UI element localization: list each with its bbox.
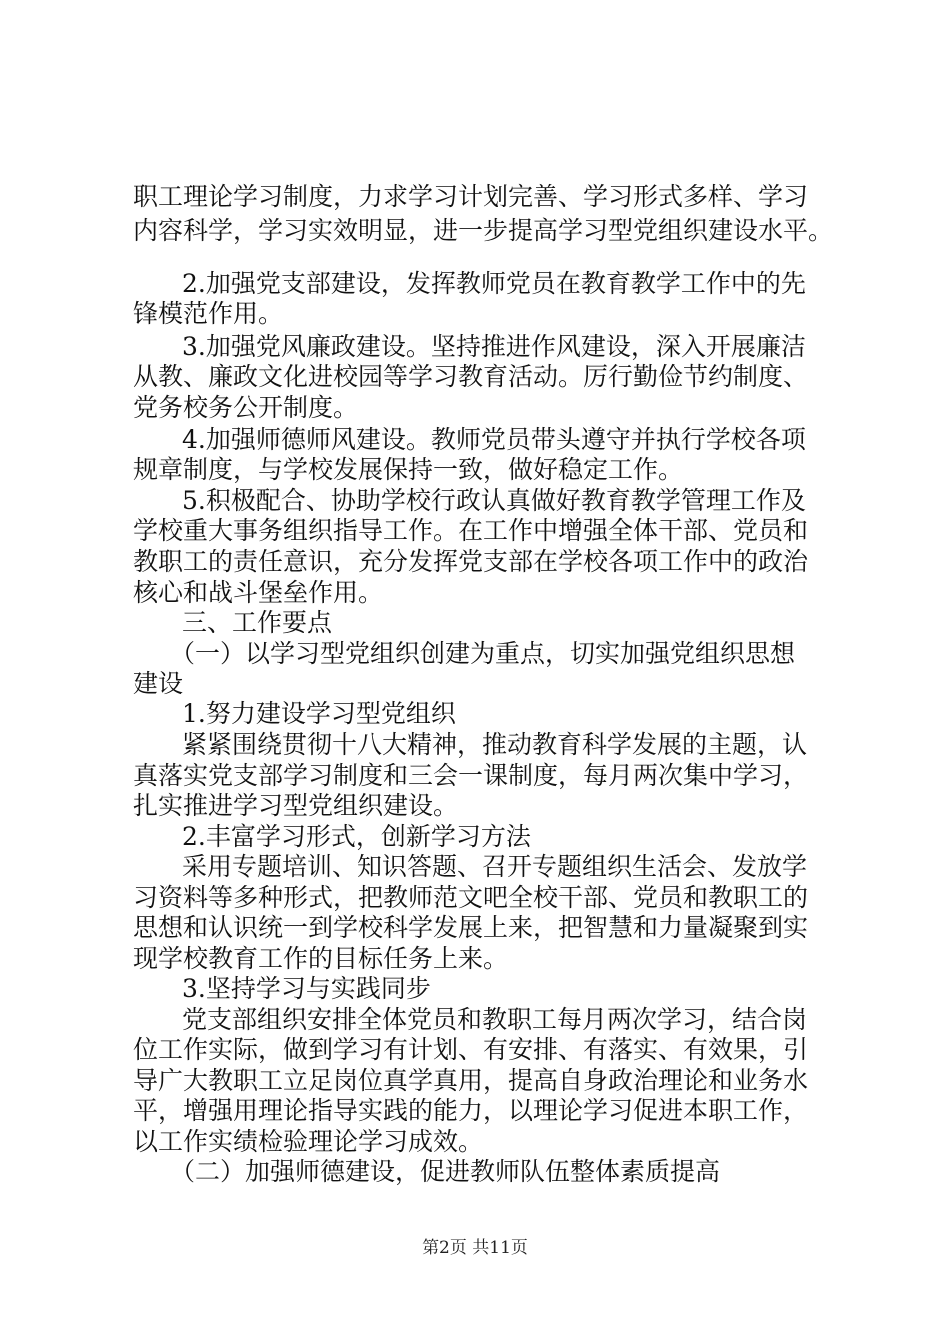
text-line: 党支部组织安排全体党员和教职工每月两次学习，结合岗 bbox=[182, 1005, 808, 1034]
subsection-heading: （一）以学习型党组织创建为重点，切实加强党组织思想 bbox=[170, 639, 796, 668]
subsection-heading: 建设 bbox=[133, 669, 184, 698]
text-line: 职工理论学习制度，力求学习计划完善、学习形式多样、学习 bbox=[133, 182, 809, 211]
text-line: 习资料等多种形式，把教师范文吧全校干部、党员和教职工的 bbox=[133, 883, 809, 912]
text-line: 从教、廉政文化进校园等学习教育活动。厉行勤俭节约制度、 bbox=[133, 362, 809, 391]
text-line: 采用专题培训、知识答题、召开专题组织生活会、发放学 bbox=[182, 852, 808, 881]
text-line: 真落实党支部学习制度和三会一课制度，每月两次集中学习， bbox=[133, 761, 809, 790]
subsection-heading: （二）加强师德建设，促进教师队伍整体素质提高 bbox=[170, 1157, 721, 1186]
text-line: 学校重大事务组织指导工作。在工作中增强全体干部、党员和 bbox=[133, 516, 809, 545]
text-line: 5.积极配合、协助学校行政认真做好教育教学管理工作及 bbox=[182, 486, 806, 515]
item-heading: 1.努力建设学习型党组织 bbox=[182, 699, 456, 728]
text-line: 核心和战斗堡垒作用。 bbox=[133, 578, 384, 607]
text-line: 3.加强党风廉政建设。坚持推进作风建设，深入开展廉洁 bbox=[182, 332, 806, 361]
page-number: 第2页 共11页 bbox=[422, 1238, 528, 1258]
text-line: 教职工的责任意识，充分发挥党支部在学校各项工作中的政治 bbox=[133, 547, 809, 576]
text-line: 4.加强师德师风建设。教师党员带头遵守并执行学校各项 bbox=[182, 425, 806, 454]
text-line: 现学校教育工作的目标任务上来。 bbox=[133, 944, 509, 973]
text-line: 锋模范作用。 bbox=[133, 299, 284, 328]
text-line: 扎实推进学习型党组织建设。 bbox=[133, 791, 459, 820]
item-heading: 3.坚持学习与实践同步 bbox=[182, 974, 431, 1003]
text-line: 党务校务公开制度。 bbox=[133, 393, 359, 422]
text-line: 2.加强党支部建设，发挥教师党员在教育教学工作中的先 bbox=[182, 269, 806, 298]
section-heading: 三、工作要点 bbox=[182, 608, 333, 637]
text-line: 规章制度，与学校发展保持一致，做好稳定工作。 bbox=[133, 455, 684, 484]
text-line: 平，增强用理论指导实践的能力，以理论学习促进本职工作， bbox=[133, 1096, 809, 1125]
item-heading: 2.丰富学习形式，创新学习方法 bbox=[182, 822, 531, 851]
text-line: 紧紧围绕贯彻十八大精神，推动教育科学发展的主题，认 bbox=[182, 730, 808, 759]
text-line: 导广大教职工立足岗位真学真用，提高自身政治理论和业务水 bbox=[133, 1066, 809, 1095]
text-line: 位工作实际，做到学习有计划、有安排、有落实、有效果，引 bbox=[133, 1035, 809, 1064]
text-line: 以工作实绩检验理论学习成效。 bbox=[133, 1127, 484, 1156]
text-line: 内容科学，学习实效明显，进一步提高学习型党组织建设水平。 bbox=[133, 216, 834, 245]
text-line: 思想和认识统一到学校科学发展上来，把智慧和力量凝聚到实 bbox=[133, 913, 809, 942]
